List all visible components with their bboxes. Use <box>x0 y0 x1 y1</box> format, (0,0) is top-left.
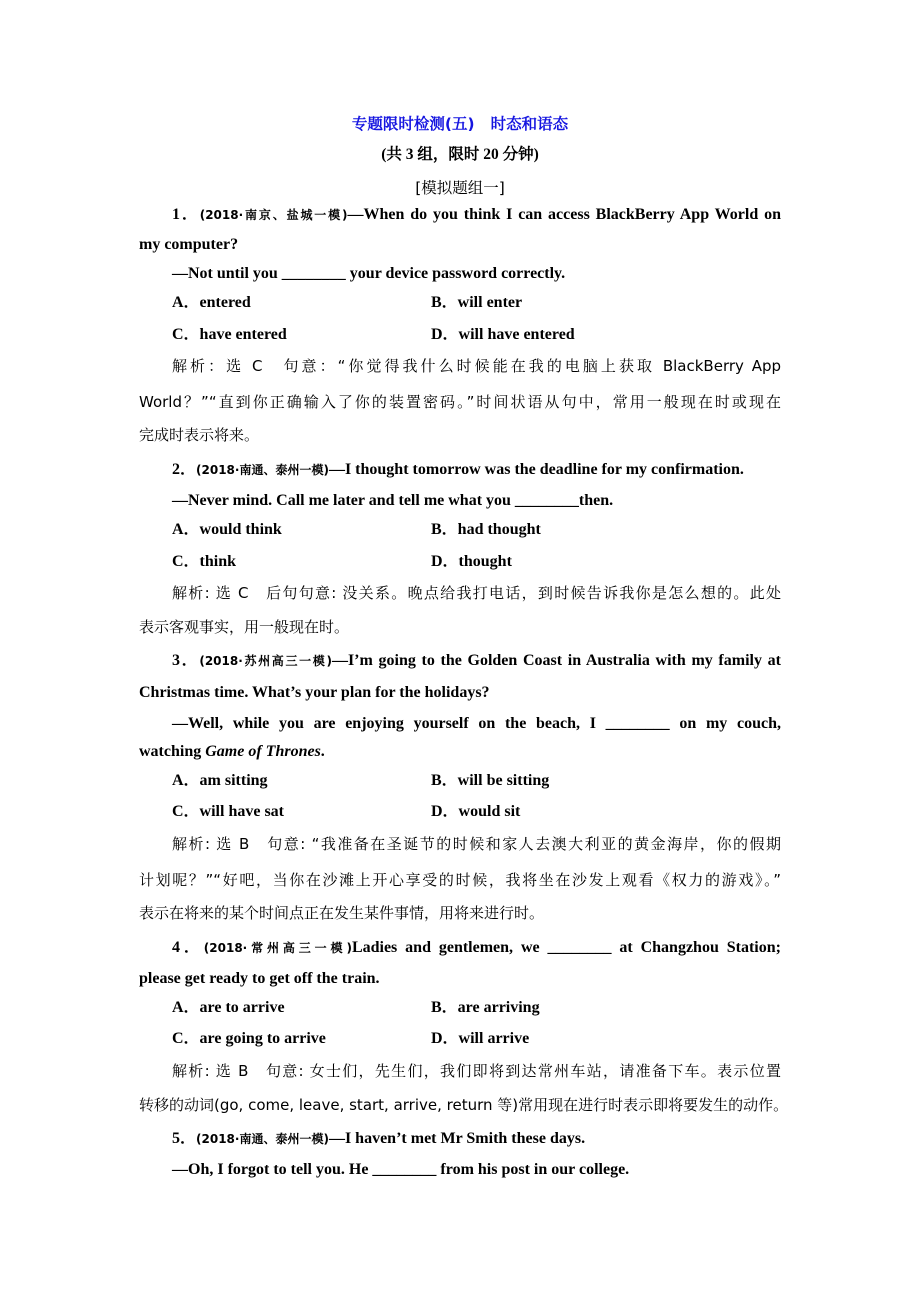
question-3-option-c: C．will have sat <box>172 803 285 820</box>
question-2-analysis-line1: 解析: 选 C 后句句意: 没关系。晚点给我打电话，到时候告诉我你是怎么想的。此处 <box>172 584 781 602</box>
question-2-option-d: D．thought <box>431 553 512 570</box>
question-3-analysis-line1: 解析: 选 B 句意: “我准备在圣诞节的时候和家人去澳大利亚的黄金海岸，你的假期 <box>172 835 781 853</box>
question-3-stem-line1: 3．(2018·苏州高三一模)—I’m going to the Golden Coast in Australia with my family at <box>172 652 781 669</box>
question-3-analysis-line2: 计划呢？”“好吧，当你在沙滩上开心享受的时候，我将坐在沙发上观看《权力的游戏》。” <box>139 871 781 889</box>
question-number: 5． <box>172 1130 197 1147</box>
question-1-analysis-line3: 完成时表示将来。 <box>139 426 260 444</box>
question-2-analysis-line2: 表示客观事实，用一般现在时。 <box>139 618 350 636</box>
question-source: (2018·南通、泰州一模) <box>196 1132 329 1146</box>
question-3-stem-line4: watching Game of Thrones. <box>139 743 325 760</box>
question-2-stem-line2: —Never mind. Call me later and tell me what you ________then. <box>172 492 614 509</box>
question-5-stem-line1: 5．(2018·南通、泰州一模)—I haven’t met Mr Smith these days. <box>172 1130 586 1147</box>
question-1-analysis-line2: World？”“直到你正确输入了你的装置密码。”时间状语从句中，常用一般现在时或现在 <box>139 393 781 411</box>
question-3-option-d: D．would sit <box>431 803 521 820</box>
question-number: 2． <box>172 461 197 478</box>
question-number: 1． <box>172 206 200 223</box>
question-1-option-b: B．will enter <box>431 294 523 311</box>
question-1-option-c: C．have entered <box>172 326 287 343</box>
question-source: (2018·南京、盐城一模) <box>199 208 348 222</box>
question-1-option-d: D．will have entered <box>431 326 575 343</box>
question-4-analysis-line2: 转移的动词(go, come, leave, start, arrive, return 等)常用现在进行时表示即将要发生的动作。 <box>139 1096 789 1114</box>
question-source: (2018·苏州高三一模) <box>199 654 332 668</box>
question-2-stem-line1: 2．(2018·南通、泰州一模)—I thought tomorrow was the deadline for my confirmation. <box>172 461 744 478</box>
question-4-stem-line1: 4．(2018·常州高三一模)Ladies and gentlemen, we ________ at Changzhou Station; <box>172 939 781 956</box>
question-1-stem-line1: 1．(2018·南京、盐城一模)—When do you think I can access BlackBerry App World on <box>172 206 781 223</box>
question-source: (2018·南通、泰州一模) <box>196 463 329 477</box>
question-2-option-b: B．had thought <box>431 521 541 538</box>
question-number: 4． <box>172 939 204 956</box>
page-title <box>0 112 920 134</box>
question-4-option-c: C．are going to arrive <box>172 1030 326 1047</box>
page-subtitle: (共 3 组，限时 20 分钟) <box>381 146 539 163</box>
question-3-option-b: B．will be sitting <box>431 772 550 789</box>
title-sub: 时态和语态 <box>490 115 569 133</box>
question-3-stem-line2: Christmas time. What’s your plan for the holidays? <box>139 684 490 701</box>
question-2-option-a: A．would think <box>172 521 282 538</box>
italic-title: Game of Thrones <box>205 743 321 760</box>
question-2-option-c: C．think <box>172 553 237 570</box>
question-1-stem-line3: —Not until you ________ your device password correctly. <box>172 265 566 282</box>
question-4-option-b: B．are arriving <box>431 999 540 1016</box>
question-1-stem-line2: my computer? <box>139 236 239 253</box>
question-number: 3． <box>172 652 200 669</box>
question-4-stem-line2: please get ready to get off the train. <box>139 970 380 987</box>
title-main: 专题限时检测(五) <box>351 115 475 133</box>
question-3-stem-line3: —Well, while you are enjoying yourself on the beach, I ________ on my couch, <box>172 715 781 732</box>
question-4-option-d: D．will arrive <box>431 1030 530 1047</box>
question-4-option-a: A．are to arrive <box>172 999 285 1016</box>
question-1-analysis-line1: 解析：选 C 句意：“你觉得我什么时候能在我的电脑上获取 BlackBerry App <box>172 357 781 375</box>
question-4-analysis-line1: 解析: 选 B 句意: 女士们，先生们，我们即将到达常州车站，请准备下车。表示位置 <box>172 1062 781 1080</box>
question-3-option-a: A．am sitting <box>172 772 268 789</box>
question-5-stem-line2: —Oh, I forgot to tell you. He ________ from his post in our college. <box>172 1161 630 1178</box>
group-label: [模拟题组一] <box>415 179 505 197</box>
question-source: (2018·常州高三一模) <box>203 941 352 955</box>
question-3-analysis-line3: 表示在将来的某个时间点正在发生某件事情，用将来进行时。 <box>139 904 545 922</box>
question-1-option-a: A．entered <box>172 294 251 311</box>
